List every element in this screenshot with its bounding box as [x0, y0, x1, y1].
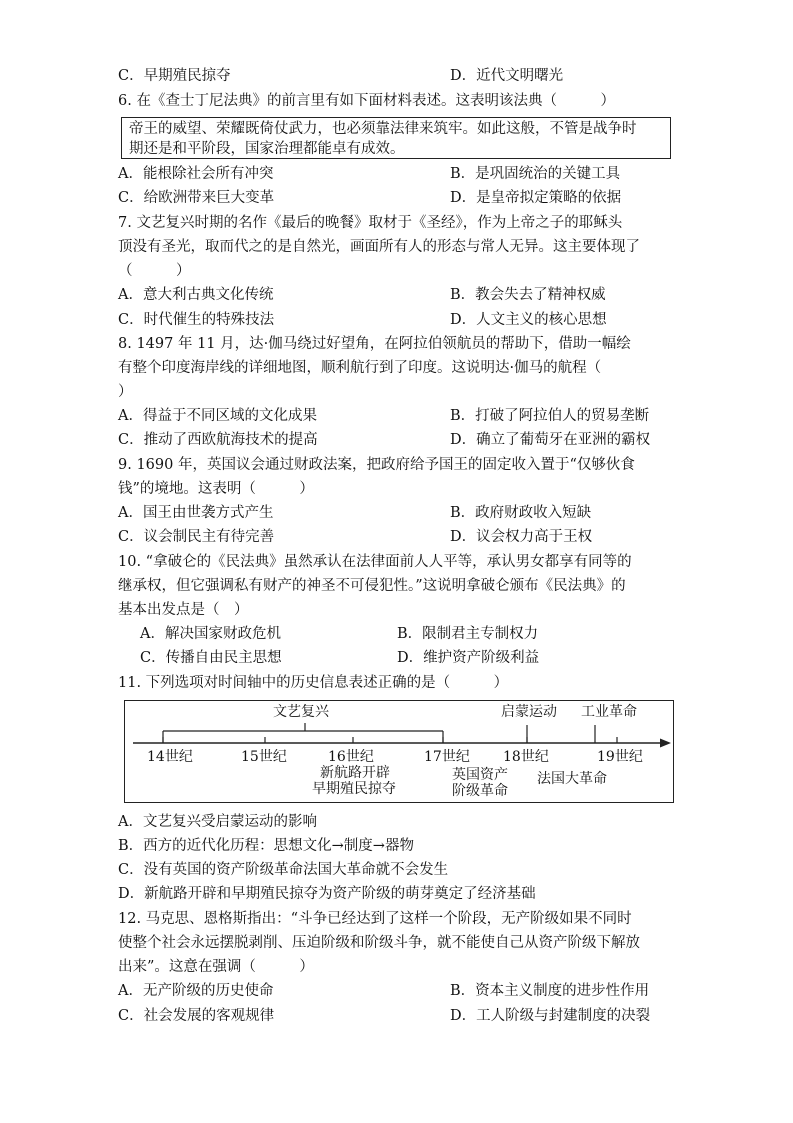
q11-option-d: D．新航路开辟和早期殖民掠夺为资产阶级的萌芽奠定了经济基础 — [118, 886, 536, 902]
q10-stem: 10. “拿破仑的《民法典》虽然承认在法律面前人人平等，承认男女都享有同等的 — [118, 554, 632, 570]
timeline-label-enlightenment: 启蒙运动 — [501, 704, 557, 720]
q6-quote-line: 期还是和平阶段，国家治理都能卓有成效。 — [129, 141, 405, 157]
q12-stem: 12. 马克思、恩格斯指出：“斗争已经达到了这样一个阶段，无产阶级如果不同时 — [118, 911, 632, 927]
timeline-event-english-revolution: 英国资产 — [452, 767, 508, 783]
q9-option-a: A．国王由世袭方式产生 — [118, 505, 274, 521]
q6-quote-line: 帝王的威望、荣耀既倚仗武力，也必须靠法律来筑牢。如此这般，不管是战争时 — [129, 121, 637, 137]
q10-stem: 继承权，但它强调私有财产的神圣不可侵犯性。”这说明拿破仑颁布《民法典》的 — [118, 578, 626, 594]
timeline-tick-label: 15世纪 — [241, 749, 287, 765]
q12-option-c: C．社会发展的客观规律 — [118, 1008, 275, 1024]
q6-option-c: C．给欧洲带来巨大变革 — [118, 190, 275, 206]
q9-stem: 9. 1690 年，英国议会通过财政法案，把政府给予国王的固定收入置于“仅够伙食 — [118, 457, 635, 473]
q6-option-d: D．是皇帝拟定策略的依据 — [450, 190, 622, 206]
q12-option-a: A．无产阶级的历史使命 — [118, 983, 274, 999]
q9-option-c: C．议会制民主有待完善 — [118, 529, 275, 545]
q8-option-c: C．推动了西欧航海技术的提高 — [118, 432, 318, 448]
q10-stem: 基本出发点是（ ） — [118, 602, 249, 618]
timeline-event-new-routes: 新航路开辟 — [320, 765, 390, 781]
q11-option-a: A．文艺复兴受启蒙运动的影响 — [118, 814, 317, 830]
timeline-event-colonial: 早期殖民掠夺 — [312, 781, 396, 797]
q12-stem: 使整个社会永远摆脱剥削、压迫阶级和阶级斗争，就不能使自己从资产阶级下解放 — [118, 935, 640, 951]
q7-stem: 顶没有圣光，取而代之的是自然光，画面所有人的形态与常人无异。这主要体现了 — [118, 239, 640, 255]
q8-option-a: A．得益于不同区域的文化成果 — [118, 408, 317, 424]
timeline-tick-label: 14世纪 — [147, 749, 193, 765]
q11-stem: 11. 下列选项对时间轴中的历史信息表述正确的是（ ） — [118, 675, 509, 691]
q8-stem: 8. 1497 年 11 月，达·伽马绕过好望角，在阿拉伯领航员的帮助下，借助一幅绘 — [118, 336, 631, 352]
q10-option-b: B．限制君主专制权力 — [397, 626, 539, 642]
q9-option-b: B．政府财政收入短缺 — [450, 505, 592, 521]
q5-option-d: D．近代文明曙光 — [450, 68, 564, 84]
q11-option-b: B．西方的近代化历程：思想文化→制度→器物 — [118, 838, 414, 854]
q7-option-c: C．时代催生的特殊技法 — [118, 312, 275, 328]
q10-option-c: C．传播自由民主思想 — [140, 650, 282, 666]
timeline-tick-label: 18世纪 — [503, 749, 549, 765]
q6-option-b: B．是巩固统治的关键工具 — [450, 166, 621, 182]
timeline-event-french-revolution: 法国大革命 — [537, 771, 607, 787]
timeline-tick-label: 19世纪 — [597, 749, 643, 765]
q7-option-b: B．教会失去了精神权威 — [450, 287, 606, 303]
q6-option-a: A．能根除社会所有冲突 — [118, 166, 274, 182]
q11-option-c: C．没有英国的资产阶级革命法国大革命就不会发生 — [118, 862, 449, 878]
q12-option-d: D．工人阶级与封建制度的决裂 — [450, 1008, 651, 1024]
timeline-tick-label: 17世纪 — [424, 749, 470, 765]
q7-stem: （ ） — [118, 263, 191, 279]
q10-option-a: A．解决国家财政危机 — [140, 626, 281, 642]
q5-option-c: C．早期殖民掠夺 — [118, 68, 231, 84]
timeline-event-english-revolution: 阶级革命 — [452, 783, 508, 799]
q8-stem: ） — [118, 384, 133, 400]
timeline-arrow-head — [660, 739, 671, 748]
q6-stem: 6. 在《查士丁尼法典》的前言里有如下面材料表述。这表明该法典（ ） — [118, 93, 615, 109]
timeline-label-industrial: 工业革命 — [581, 704, 637, 720]
q8-option-d: D．确立了葡萄牙在亚洲的霸权 — [450, 432, 651, 448]
q7-stem: 7. 文艺复兴时期的名作《最后的晚餐》取材于《圣经》，作为上帝之子的耶稣头 — [118, 215, 623, 231]
q7-option-a: A．意大利古典文化传统 — [118, 287, 274, 303]
timeline-tick-label: 16世纪 — [328, 749, 374, 765]
q10-option-d: D．维护资产阶级利益 — [397, 650, 540, 666]
q9-stem: 钱”的境地。这表明（ ） — [118, 481, 314, 497]
q6-quote-box — [121, 117, 671, 159]
q8-stem: 有整个印度海岸线的详细地图，顺利航行到了印度。这说明达·伽马的航程（ — [118, 360, 602, 376]
timeline-figure — [124, 700, 674, 803]
q9-option-d: D．议会权力高于王权 — [450, 529, 593, 545]
q8-option-b: B．打破了阿拉伯人的贸易垄断 — [450, 408, 650, 424]
q7-option-d: D．人文主义的核心思想 — [450, 312, 607, 328]
q12-option-b: B．资本主义制度的进步性作用 — [450, 983, 650, 999]
q12-stem: 出来”。这意在强调（ ） — [118, 959, 314, 975]
timeline-label-renaissance: 文艺复兴 — [273, 704, 329, 720]
